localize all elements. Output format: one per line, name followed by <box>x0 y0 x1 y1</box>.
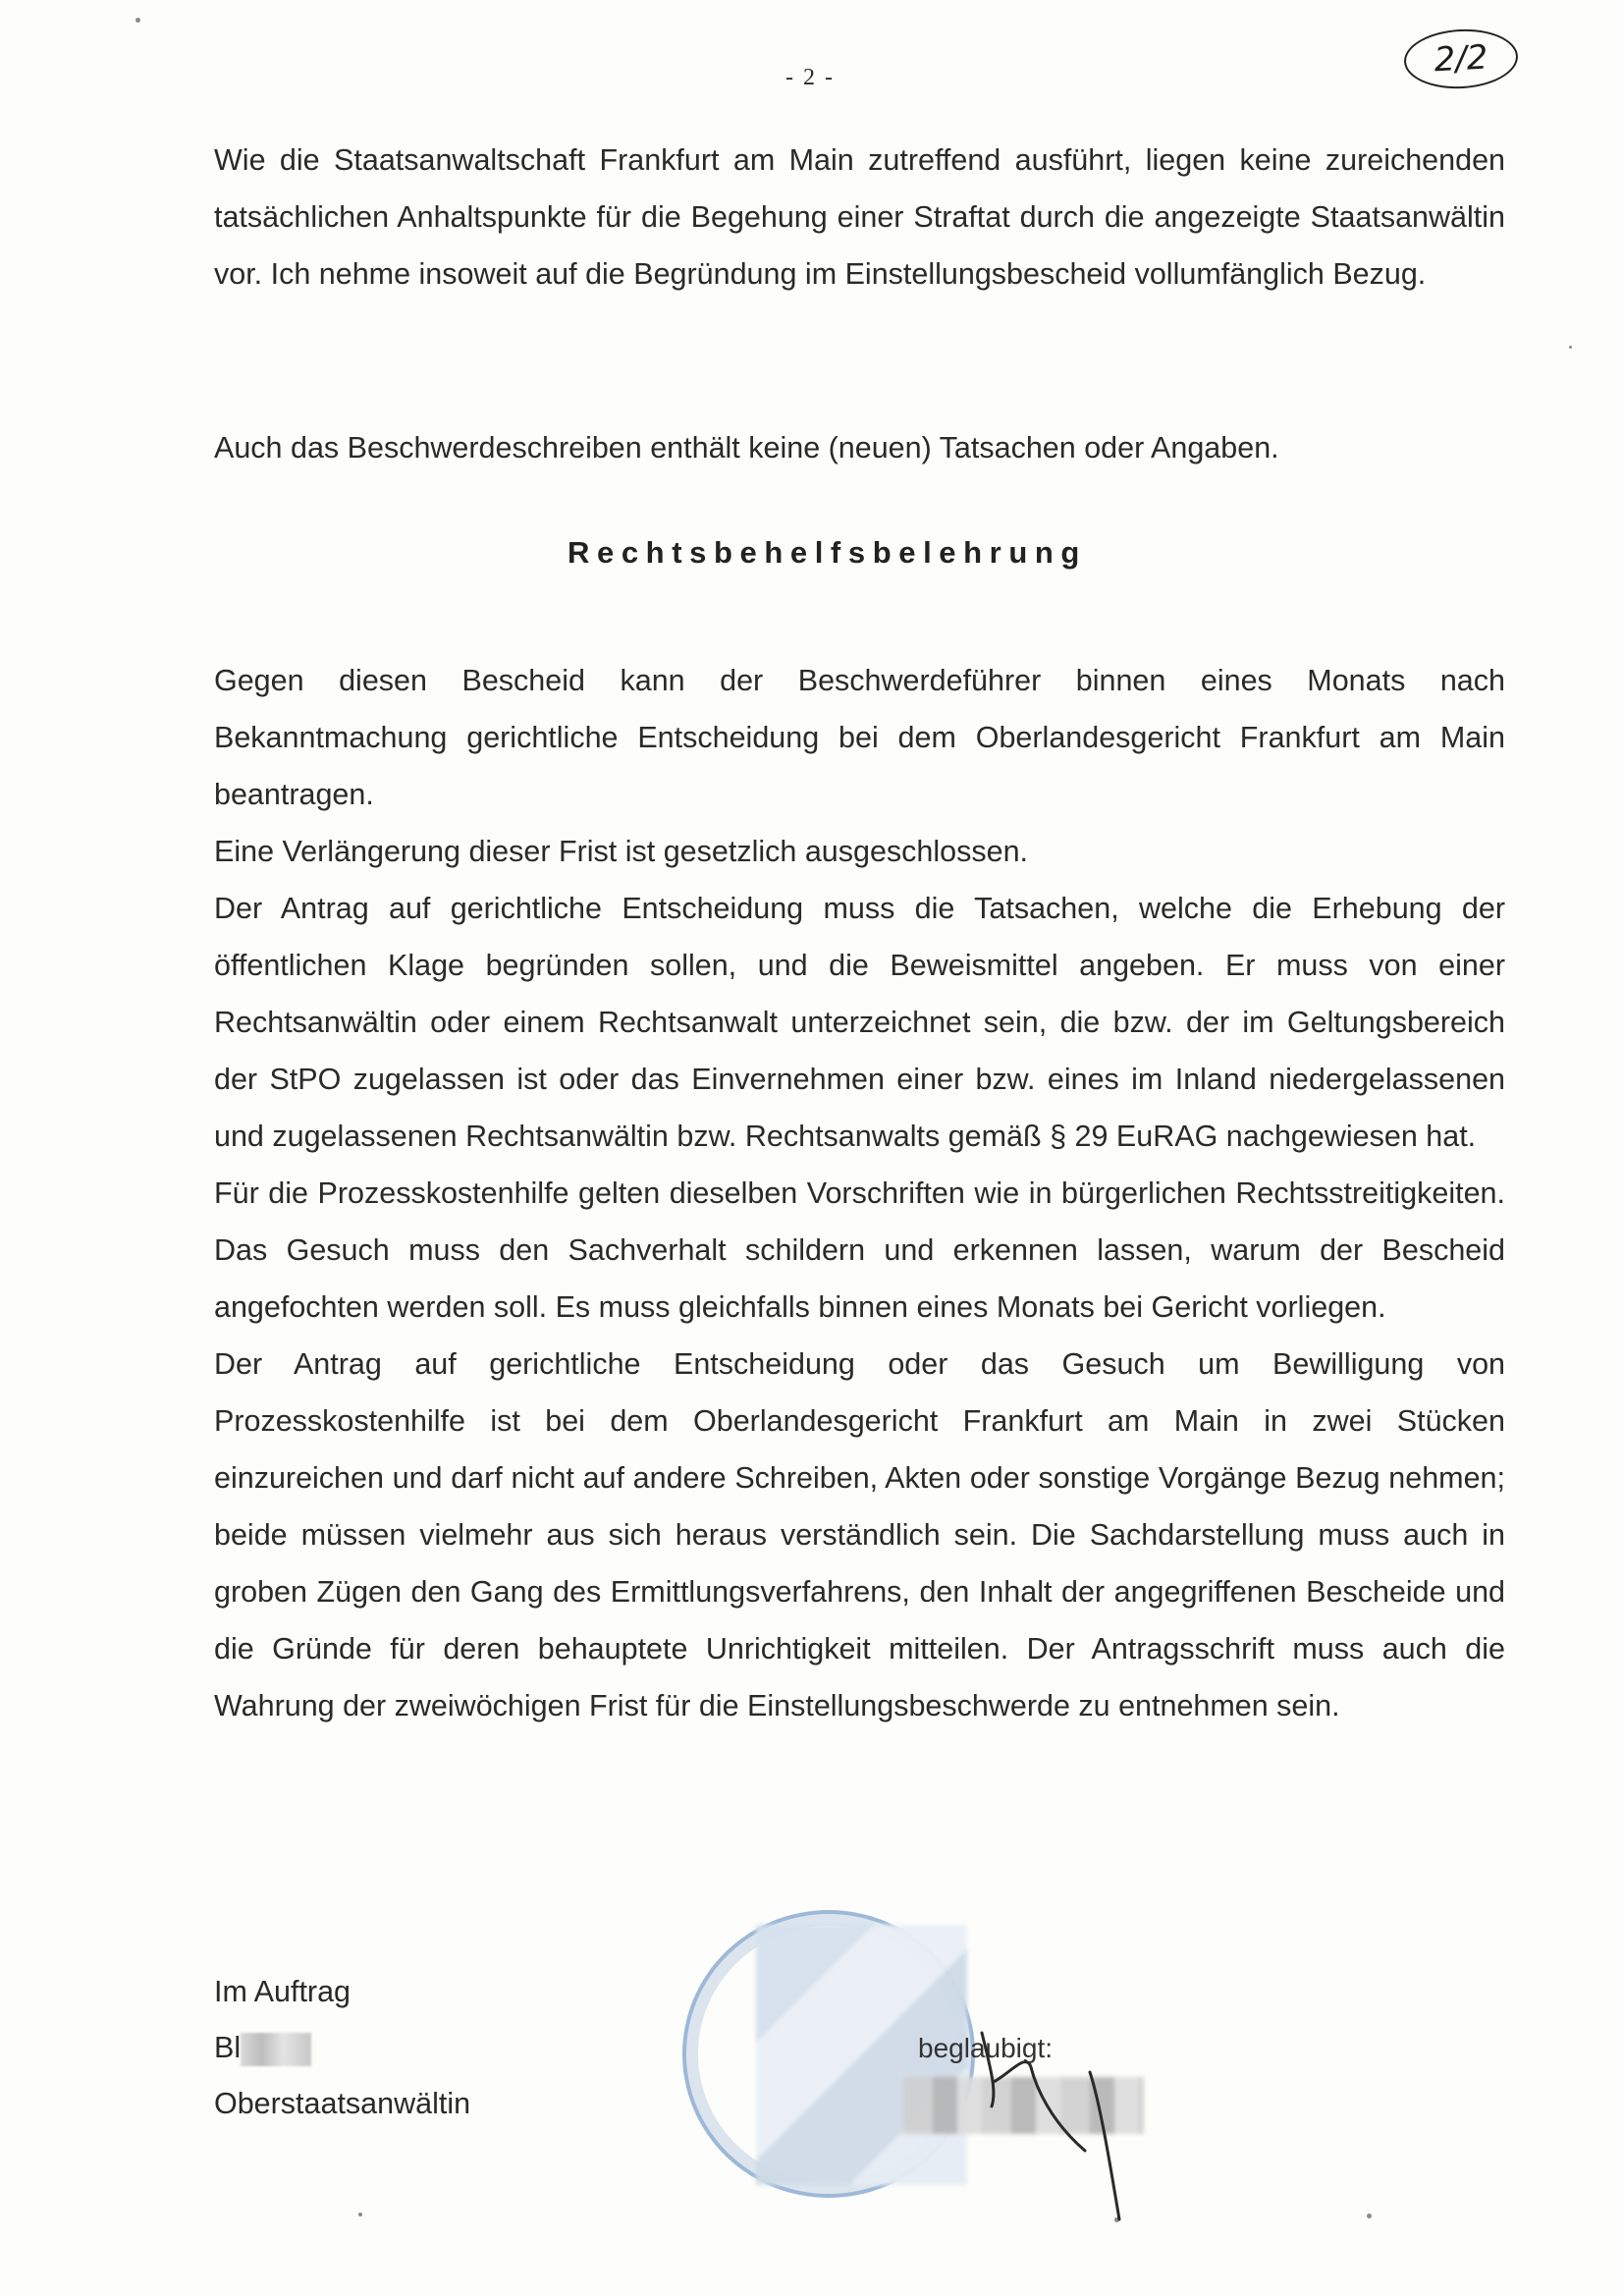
section-heading: Rechtsbehelfsbelehrung <box>568 535 1087 570</box>
redacted-name-line <box>214 2020 470 2076</box>
legal-paragraph: Der Antrag auf gerichtliche Entscheidung muss die Tatsachen, welche die Erhebung der öffentlichen Klage begründen sollen, und die Beweismittel angeben. Er muss von einer Rechtsanwältin oder einem Rechtsanwalt unterzeichnet sein, die bzw. der im Geltungsbereich der StPO zugelassen ist oder das Einvernehmen einer bzw. eines im Inland niedergelassenen und zugelassenen Rechtsanwältin bzw. Rechtsanwalts gemäß § 29 EuRAG nachgewiesen hat. <box>214 892 1505 1153</box>
redacted-name <box>241 2033 311 2066</box>
paragraph-text: Auch das Beschwerdeschreiben enthält keine (neuen) Tatsachen oder Angaben. <box>214 431 1279 465</box>
scan-speck <box>1367 2214 1372 2218</box>
legal-paragraph: Für die Prozesskostenhilfe gelten dieselben Vorschriften wie in bürgerlichen Rechtsstreitigkeiten. Das Gesuch muss den Sachverhalt schildern und erkennen lassen, warum der Bescheid angefochten werden soll. Es muss gleichfalls binnen eines Monats bei Gericht vorliegen. <box>214 1176 1505 1324</box>
signatory-title: Oberstaatsanwältin <box>214 2087 471 2120</box>
im-auftrag-line: Im Auftrag <box>214 1975 352 2008</box>
page-number: - 2 - <box>785 65 835 90</box>
handwritten-signature <box>972 2013 1168 2239</box>
scan-speck <box>135 18 140 23</box>
legal-paragraph: Gegen diesen Bescheid kann der Beschwerdeführer binnen eines Monats nach Bekanntmachung gerichtliche Entscheidung bei dem Oberlandesgericht Frankfurt am Main beantragen. <box>214 664 1505 811</box>
legal-remedy-instructions <box>214 652 1505 1734</box>
legal-paragraph: Der Antrag auf gerichtliche Entscheidung oder das Gesuch um Bewilligung von Prozesskostenhilfe ist bei dem Oberlandesgericht Frankfurt am Main in zwei Stücken einzureichen und darf nicht auf andere Schreiben, Akten oder sonstige Vorgänge Bezug nehmen; beide müssen vielmehr aus sich heraus verständlich sein. Die Sachdarstellung muss auch in groben Zügen den Gang des Ermittlungsverfahrens, den Inhalt der angegriffenen Bescheide und die Gründe für deren behauptete Unrichtigkeit mitteilen. Der Antragsschrift muss auch die Wahrung der zweiwöchigen Frist für die Einstellungsbeschwerde zu entnehmen sein. <box>214 1347 1505 1722</box>
scan-speck <box>1569 346 1572 349</box>
name-fragment: Bl <box>214 2031 242 2064</box>
closing-block <box>214 1964 470 2132</box>
paragraph-text: Wie die Staatsanwaltschaft Frankfurt am Main zutreffend ausführt, liegen keine zureichenden tatsächlichen Anhaltspunkte für die Begehung einer Straftat durch die angezeigte Staatsanwältin vor. Ich nehme insoweit auf die Begründung im Einstellungsbescheid vollumfänglich Bezug. <box>214 143 1505 291</box>
handwritten-page-mark: 2/2 <box>1403 27 1520 91</box>
certified-label: beglaubigt: <box>918 2033 1054 2063</box>
paragraph-findings <box>214 132 1505 302</box>
paragraph-complaint <box>214 419 1505 476</box>
legal-paragraph: Eine Verlängerung dieser Frist ist gesetzlich ausgeschlossen. <box>214 835 1029 868</box>
scan-speck <box>358 2213 362 2216</box>
